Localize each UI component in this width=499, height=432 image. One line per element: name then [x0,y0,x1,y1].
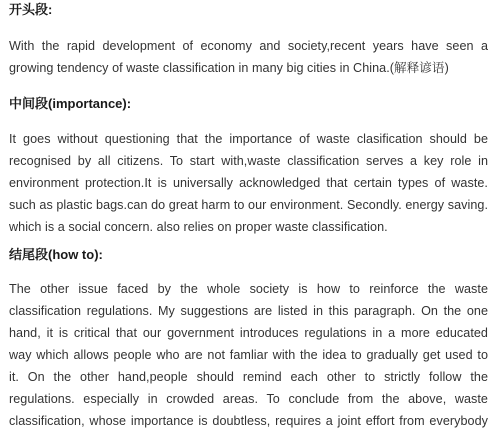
paragraph-line: classification, whose importance is doubtless, requires a joint effort from everybody [9,414,488,428]
paragraph-how-to [9,278,488,432]
paragraph-line: growing tendency of waste classification in many big cities in China.(解释谚语) [9,61,449,75]
paragraph-opening [9,35,488,79]
section-heading-how-to: 结尾段(how to): [9,247,103,262]
paragraph-line: way which allows people who are not famliar with the idea to gradually get used to [9,348,488,362]
paragraph-line: such as plastic bags.can do great harm to our environment. Secondly. energy saving. [9,198,488,212]
paragraph-line: It goes without questioning that the importance of waste clasification should be [9,132,488,146]
paragraph-line: regulations. especially in crowded areas. To conclude from the above, waste [9,392,488,406]
paragraph-line: recognised by all citizens. To start with,waste classification serves a key role in [9,154,488,168]
paragraph-line: it. On the other hand,people should remind each other to strictly follow the [9,370,488,384]
paragraph-line: classification regulations. My suggestions are listed in this paragraph. On the one [9,304,488,318]
paragraph-line: which is a social concern. also relies on proper waste classification. [9,220,388,234]
section-heading-opening: 开头段: [9,2,53,17]
paragraph-line: environment protection.It is universally acknowledged that certain types of waste. [9,176,488,190]
paragraph-importance [9,128,488,238]
paragraph-line: With the rapid development of economy and society,recent years have seen a [9,39,488,53]
paragraph-line: hand, it is critical that our government introduces regulations in a more educated [9,326,488,340]
paragraph-line: The other issue faced by the whole society is how to reinforce the waste [9,282,488,296]
section-heading-importance: 中间段(importance): [9,96,132,111]
